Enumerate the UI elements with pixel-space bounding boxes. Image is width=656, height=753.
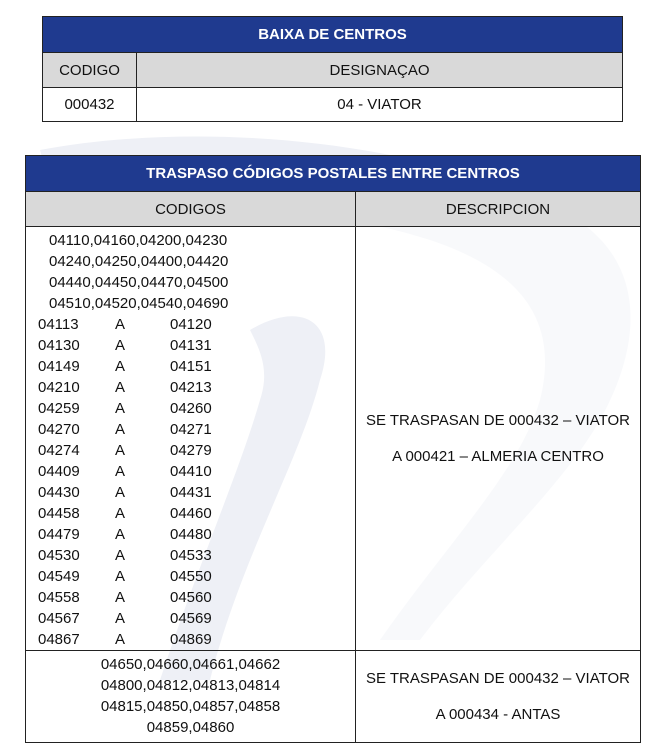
- col-codigos-header: CODIGOS: [26, 192, 356, 227]
- code-range-row: [26, 608, 355, 629]
- baja-centros-table: [42, 16, 623, 122]
- range-from: 04549: [38, 568, 80, 585]
- range-to: 04550: [170, 568, 212, 585]
- code-range-row: [26, 335, 355, 356]
- range-from: 04458: [38, 505, 80, 522]
- baja-codigo-cell: 000432: [43, 88, 137, 122]
- group2-codes-cell: [26, 651, 356, 743]
- range-to: 04460: [170, 505, 212, 522]
- code-list-line: 04110,04160,04200,04230: [49, 232, 228, 249]
- baja-title: BAIXA DE CENTROS: [43, 17, 623, 53]
- col-codigo-header: CODIGO: [43, 53, 137, 88]
- range-to: 04213: [170, 379, 212, 396]
- range-from: 04567: [38, 610, 80, 627]
- code-range-row: [26, 440, 355, 461]
- code-list-line: 04859,04860: [146, 719, 235, 736]
- range-separator: A: [115, 484, 126, 501]
- range-to: 04431: [170, 484, 212, 501]
- code-list-line: 04800,04812,04813,04814: [100, 677, 281, 694]
- range-from: 04430: [38, 484, 80, 501]
- range-from: 04558: [38, 589, 80, 606]
- code-range-row: [26, 482, 355, 503]
- range-to: 04120: [170, 316, 212, 333]
- range-to: 04279: [170, 442, 212, 459]
- range-from: 04259: [38, 400, 80, 417]
- range-separator: A: [115, 442, 126, 459]
- code-range-row: [26, 461, 355, 482]
- range-separator: A: [115, 379, 126, 396]
- range-from: 04530: [38, 547, 80, 564]
- group2-desc-line1: SE TRASPASAN DE 000432 – VIATOR: [365, 669, 630, 687]
- code-list-line: 04240,04250,04400,04420: [49, 253, 229, 270]
- range-separator: A: [115, 610, 126, 627]
- code-range-row: [26, 398, 355, 419]
- traspaso-title: TRASPASO CÓDIGOS POSTALES ENTRE CENTROS: [26, 156, 641, 192]
- col-designacao-header: DESIGNAÇAO: [137, 53, 623, 88]
- range-separator: A: [115, 400, 126, 417]
- range-to: 04271: [170, 421, 212, 438]
- group2-desc-line2: A 000434 - ANTAS: [435, 705, 561, 723]
- range-separator: A: [115, 421, 126, 438]
- code-list-line: 04440,04450,04470,04500: [49, 274, 229, 291]
- range-from: 04113: [38, 316, 79, 333]
- range-to: 04410: [170, 463, 212, 480]
- traspaso-table: [25, 155, 641, 743]
- range-to: 04560: [170, 589, 212, 606]
- range-to: 04533: [170, 547, 212, 564]
- range-to: 04151: [170, 358, 212, 375]
- range-from: 04149: [38, 358, 80, 375]
- range-separator: A: [115, 589, 126, 606]
- code-range-row: [26, 419, 355, 440]
- range-separator: A: [115, 505, 126, 522]
- code-range-row: [26, 566, 355, 587]
- code-list-line: 04510,04520,04540,04690: [49, 295, 229, 312]
- code-range-row: [26, 524, 355, 545]
- group2-description-cell: [356, 651, 641, 743]
- group1-codes-cell: [26, 227, 356, 651]
- range-from: 04130: [38, 337, 80, 354]
- baja-designacao-cell: 04 - VIATOR: [137, 88, 623, 122]
- code-range-row: [26, 356, 355, 377]
- range-to: 04569: [170, 610, 212, 627]
- range-from: 04479: [38, 526, 80, 543]
- range-separator: A: [115, 358, 126, 375]
- range-to: 04480: [170, 526, 212, 543]
- range-separator: A: [115, 463, 126, 480]
- range-from: 04270: [38, 421, 80, 438]
- group1-description-cell: [356, 227, 641, 651]
- range-to: 04131: [170, 337, 212, 354]
- range-separator: A: [115, 316, 126, 333]
- range-separator: A: [115, 631, 126, 648]
- code-range-row: [26, 314, 355, 335]
- group1-desc-line2: A 000421 – ALMERIA CENTRO: [392, 447, 604, 465]
- col-descripcion-header: DESCRIPCION: [356, 192, 641, 227]
- code-range-row: [26, 545, 355, 566]
- range-to: 04260: [170, 400, 212, 417]
- range-from: 04210: [38, 379, 80, 396]
- group1-desc-line1: SE TRASPASAN DE 000432 – VIATOR: [365, 411, 630, 429]
- code-list-line: 04650,04660,04661,04662: [100, 656, 281, 673]
- code-list-line: 04815,04850,04857,04858: [100, 698, 281, 715]
- range-from: 04274: [38, 442, 80, 459]
- range-separator: A: [115, 526, 126, 543]
- range-from: 04409: [38, 463, 80, 480]
- range-separator: A: [115, 547, 126, 564]
- range-from: 04867: [38, 631, 80, 648]
- code-range-row: [26, 503, 355, 524]
- range-separator: A: [115, 568, 126, 585]
- range-to: 04869: [170, 631, 212, 648]
- code-range-row: [26, 587, 355, 608]
- range-separator: A: [115, 337, 126, 354]
- code-range-row: [26, 629, 355, 650]
- code-range-row: [26, 377, 355, 398]
